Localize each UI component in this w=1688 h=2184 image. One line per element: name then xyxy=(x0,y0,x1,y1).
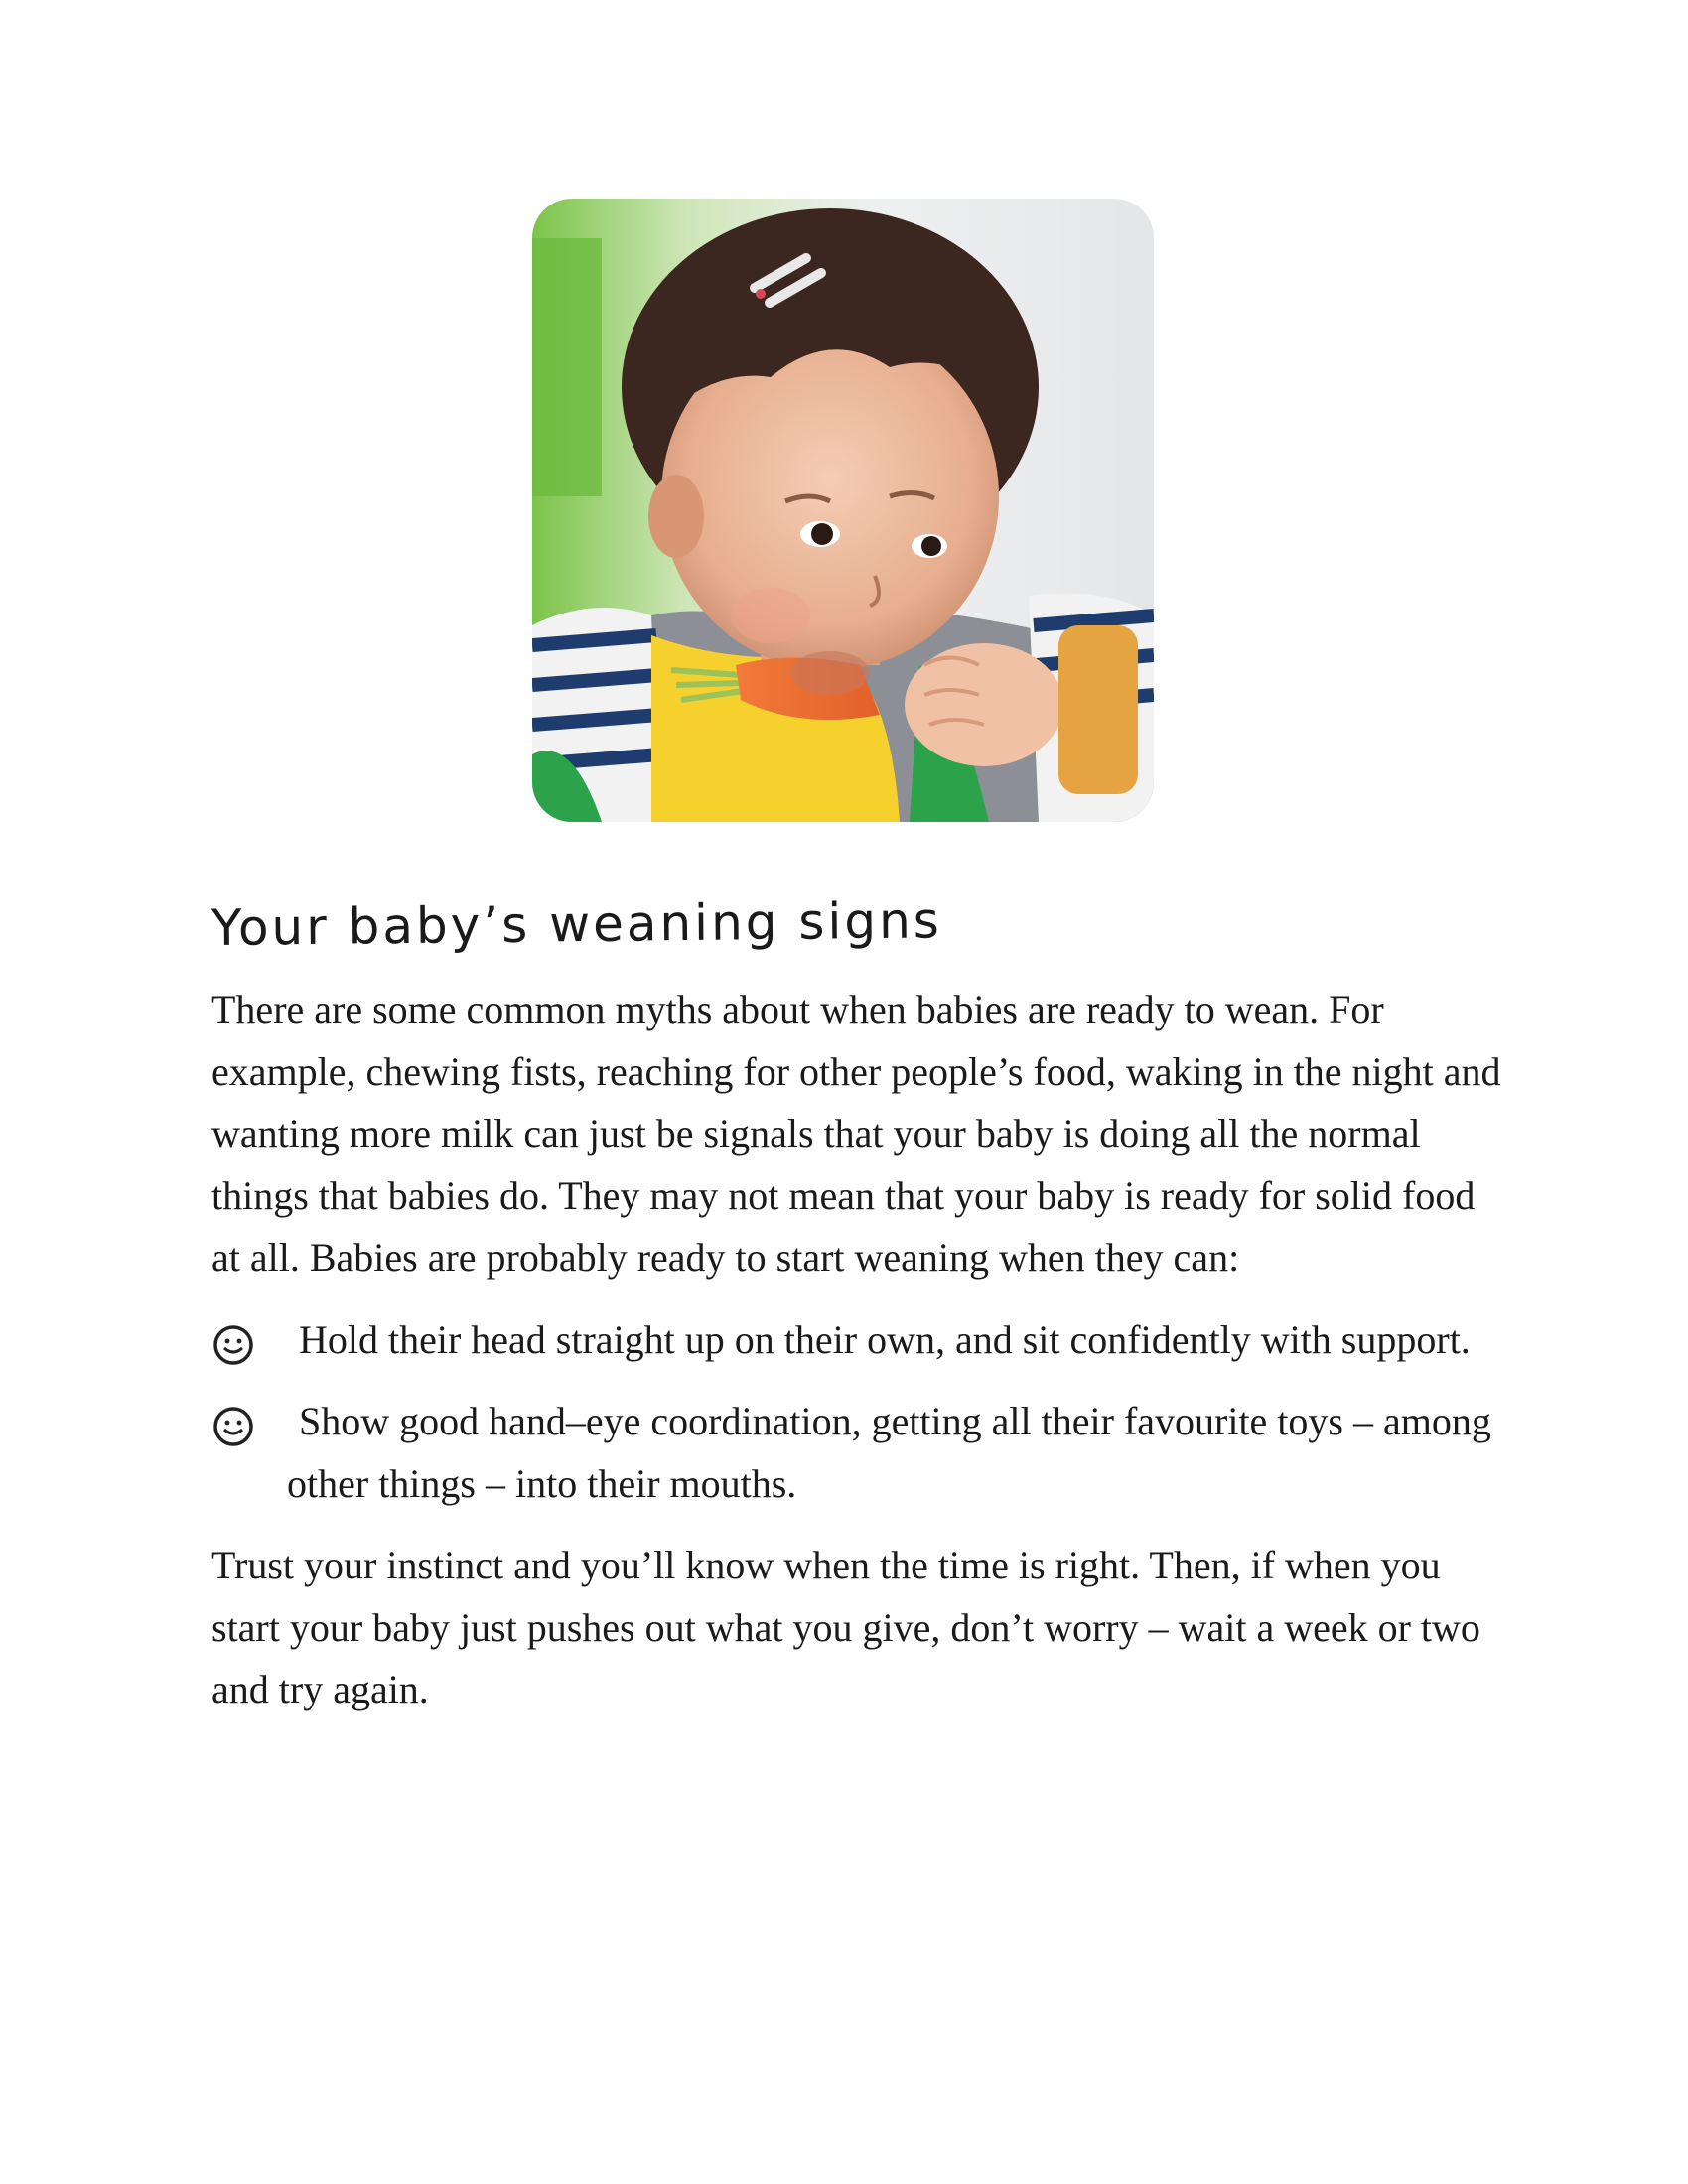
closing-paragraph: Trust your instinct and you’ll know when the time is right. Then, if when you start your baby just pushes out what you give, don’t worry – wait a week or two and try again. xyxy=(211,1543,1480,1711)
intro-paragraph: There are some common myths about when babies are ready to wean. For example, chewing fists, reaching for other people’s food, waking in the night and wanting more milk can just be signals that your baby is doing all the normal things that babies do. They may not mean that your baby is ready for solid food at all. Babies are probably ready to start weaning when they can: xyxy=(211,987,1501,1280)
smiley-icon xyxy=(211,1405,255,1448)
smiley-icon xyxy=(211,1323,255,1367)
list-item-text: Show good hand–eye coordination, getting all their favourite toys – among other things – into their mouths. xyxy=(287,1399,1491,1506)
baby-eating-carrot-illustration xyxy=(532,199,1154,822)
weaning-signs-list xyxy=(211,1309,1502,1516)
article-content xyxy=(211,884,1502,1721)
section-heading: Your baby’s weaning signs xyxy=(211,891,943,957)
baby-photo xyxy=(532,199,1154,822)
list-item xyxy=(211,1309,1518,1372)
list-item-text: Hold their head straight up on their own, and sit confidently with support. xyxy=(299,1316,1471,1362)
list-item xyxy=(211,1391,1518,1515)
